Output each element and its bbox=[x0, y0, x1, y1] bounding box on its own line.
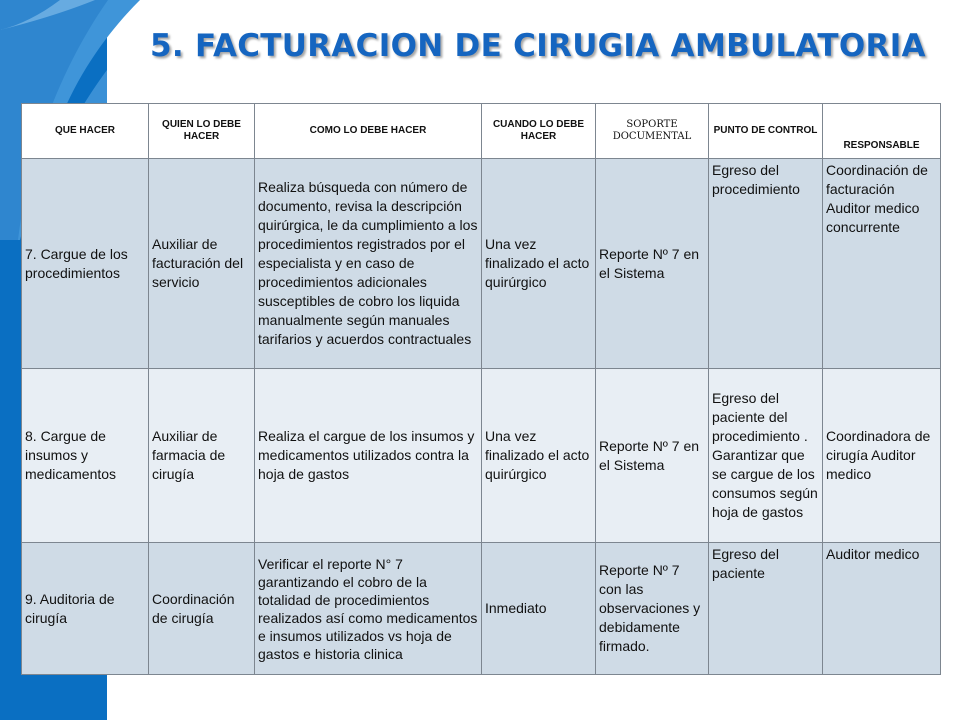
cell-quien: Auxiliar de farmacia de cirugía bbox=[149, 369, 255, 543]
cell-punto-control: Egreso del paciente bbox=[709, 543, 823, 675]
cell-cuando: Una vez finalizado el acto quirúrgico bbox=[482, 159, 596, 369]
header-soporte-documental: SOPORTE DOCUMENTAL bbox=[596, 104, 709, 159]
cell-cuando: Una vez finalizado el acto quirúrgico bbox=[482, 369, 596, 543]
cell-responsable: Coordinadora de cirugía Auditor medico bbox=[823, 369, 941, 543]
table-row bbox=[22, 543, 941, 675]
cell-que-hacer: 8. Cargue de insumos y medicamentos bbox=[22, 369, 149, 543]
slide-title: 5. FACTURACION DE CIRUGIA AMBULATORIA bbox=[150, 28, 926, 64]
cell-punto-control: Egreso del procedimiento bbox=[709, 159, 823, 369]
table-row bbox=[22, 369, 941, 543]
header-que-hacer: QUE HACER bbox=[22, 104, 149, 159]
cell-responsable: Coordinación de facturación Auditor medico concurrente bbox=[823, 159, 941, 369]
header-cuando-lo-debe-hacer: CUANDO LO DEBE HACER bbox=[482, 104, 596, 159]
cell-soporte: Reporte Nº 7 con las observaciones y debidamente firmado. bbox=[596, 543, 709, 675]
cell-que-hacer: 7. Cargue de los procedimientos bbox=[22, 159, 149, 369]
cell-soporte: Reporte Nº 7 en el Sistema bbox=[596, 369, 709, 543]
cell-quien: Auxiliar de facturación del servicio bbox=[149, 159, 255, 369]
header-como-lo-debe-hacer: COMO LO DEBE HACER bbox=[255, 104, 482, 159]
cell-que-hacer: 9. Auditoria de cirugía bbox=[22, 543, 149, 675]
cell-como: Realiza búsqueda con número de documento, revisa la descripción quirúrgica, le da cumplimiento a los procedimientos registrados por el especialista y en caso de procedimientos adicionales susceptibles de cobro los liquida manualmente según manuales tarifarios y acuerdos contractuales bbox=[255, 159, 482, 369]
cell-responsable: Auditor medico bbox=[823, 543, 941, 675]
cell-quien: Coordinación de cirugía bbox=[149, 543, 255, 675]
header-responsable: RESPONSABLE bbox=[823, 104, 941, 159]
cell-soporte: Reporte Nº 7 en el Sistema bbox=[596, 159, 709, 369]
cell-punto-control: Egreso del paciente del procedimiento . Garantizar que se cargue de los consumos según hoja de gastos bbox=[709, 369, 823, 543]
header-quien-lo-debe-hacer: QUIEN LO DEBE HACER bbox=[149, 104, 255, 159]
procedure-table bbox=[21, 103, 941, 675]
cell-como: Verificar el reporte N° 7 garantizando el cobro de la totalidad de procedimientos realizados así como medicamentos e insumos utilizados vs hoja de gastos e historia clinica bbox=[255, 543, 482, 675]
cell-cuando: Inmediato bbox=[482, 543, 596, 675]
table-row bbox=[22, 159, 941, 369]
header-row bbox=[22, 104, 941, 159]
header-punto-de-control: PUNTO DE CONTROL bbox=[709, 104, 823, 159]
cell-como: Realiza el cargue de los insumos y medicamentos utilizados contra la hoja de gastos bbox=[255, 369, 482, 543]
